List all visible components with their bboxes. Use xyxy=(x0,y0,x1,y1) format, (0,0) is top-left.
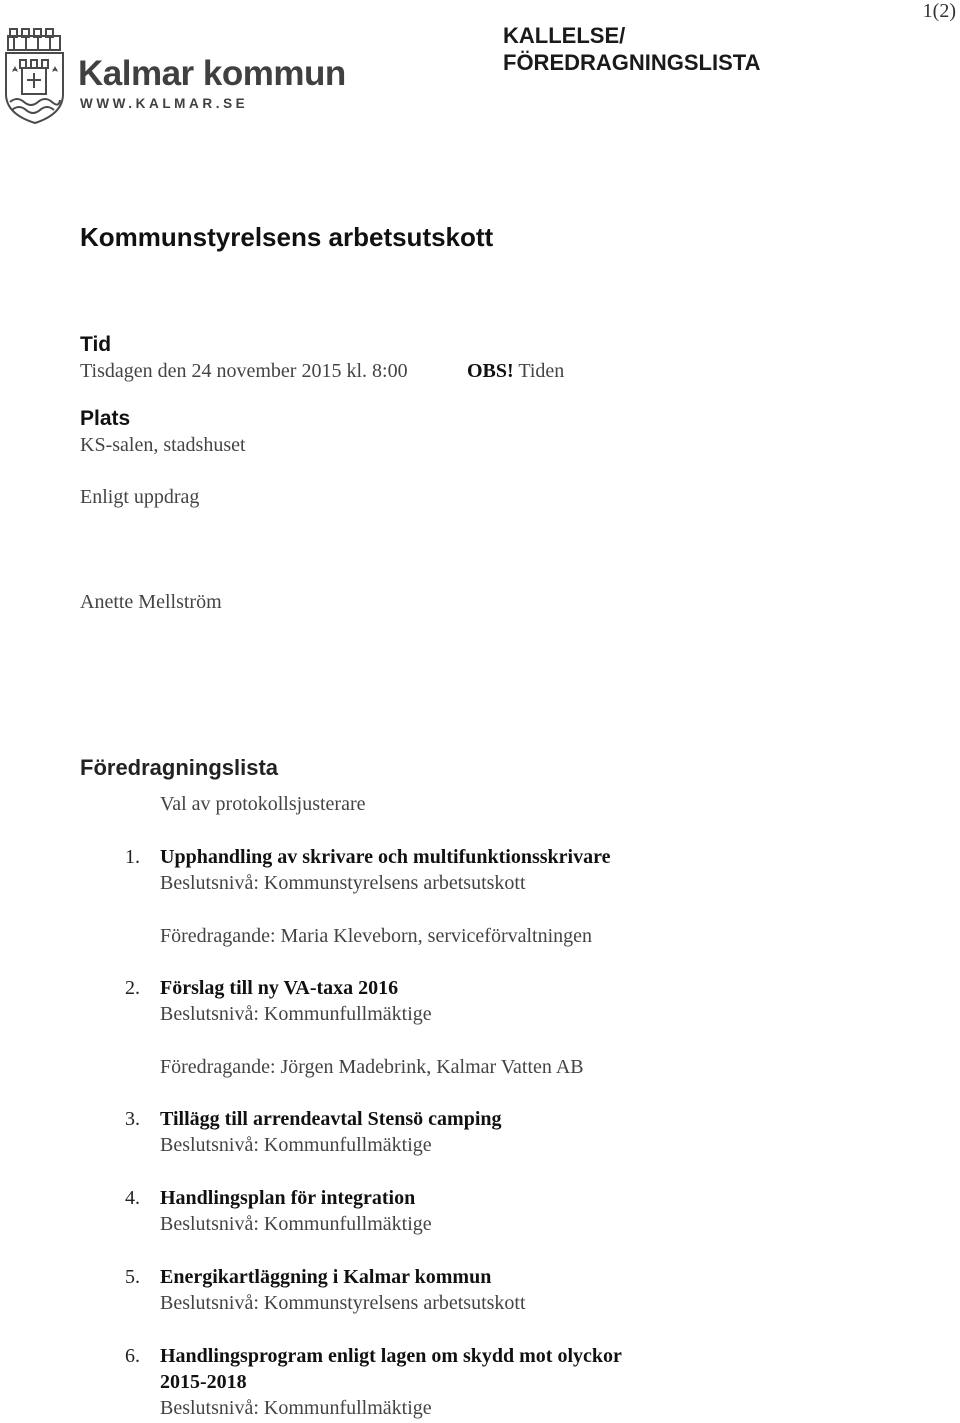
agenda-item-number: 3. xyxy=(125,1108,140,1130)
agenda-item-level: Beslutsnivå: Kommunfullmäktige xyxy=(160,1397,432,1419)
agenda-item-title: Energikartläggning i Kalmar kommun xyxy=(160,1266,492,1288)
agenda-item-title: Upphandling av skrivare och multifunktionsskrivare xyxy=(160,846,611,868)
place-value: KS-salen, stadshuset xyxy=(80,434,246,456)
agenda-item-title-continued: 2015-2018 xyxy=(160,1371,247,1393)
agenda-item-title: Tillägg till arrendeavtal Stensö camping xyxy=(160,1108,502,1130)
agenda-item-title: Handlingsprogram enligt lagen om skydd mot olyckor xyxy=(160,1345,622,1367)
agenda-item-level: Beslutsnivå: Kommunfullmäktige xyxy=(160,1134,432,1156)
time-note xyxy=(467,360,564,383)
logo-url: WWW.KALMAR.SE xyxy=(80,96,249,111)
agenda-item-number: 1. xyxy=(125,846,140,868)
page-number: 1(2) xyxy=(922,0,956,22)
committee-title: Kommunstyrelsens arbetsutskott xyxy=(80,222,494,252)
time-note-rest: Tiden xyxy=(513,360,565,382)
agenda-item-level: Beslutsnivå: Kommunfullmäktige xyxy=(160,1213,432,1235)
agenda-intro: Val av protokollsjusterare xyxy=(160,793,366,815)
document-type: KALLELSE/ FÖREDRAGNINGSLISTA xyxy=(503,23,761,75)
agenda-item-level: Beslutsnivå: Kommunstyrelsens arbetsutskott xyxy=(160,1292,526,1314)
agenda-item-number: 5. xyxy=(125,1266,140,1288)
assignment-text: Enligt uppdrag xyxy=(80,486,200,508)
logo-name: Kalmar kommun xyxy=(78,54,346,93)
signature-name: Anette Mellström xyxy=(80,591,222,613)
agenda-item-number: 4. xyxy=(125,1187,140,1209)
agenda-title: Föredragningslista xyxy=(80,755,279,780)
agenda-item-number: 6. xyxy=(125,1345,140,1367)
time-note-bold: OBS! xyxy=(467,360,514,382)
agenda-item-presenter: Föredragande: Maria Kleveborn, serviceförvaltningen xyxy=(160,925,593,947)
agenda-item-presenter: Föredragande: Jörgen Madebrink, Kalmar Vatten AB xyxy=(160,1056,584,1078)
agenda-item-title: Handlingsplan för integration xyxy=(160,1187,416,1209)
logo xyxy=(0,26,346,126)
agenda-item-title: Förslag till ny VA-taxa 2016 xyxy=(160,977,399,999)
place-label: Plats xyxy=(80,407,131,430)
agenda-item-level: Beslutsnivå: Kommunfullmäktige xyxy=(160,1003,432,1025)
time-value: Tisdagen den 24 november 2015 kl. 8:00 xyxy=(80,360,408,382)
time-label: Tid xyxy=(80,333,112,356)
coat-of-arms-icon xyxy=(0,26,70,126)
agenda-item-level: Beslutsnivå: Kommunstyrelsens arbetsutskott xyxy=(160,872,526,894)
agenda-item-number: 2. xyxy=(125,977,140,999)
